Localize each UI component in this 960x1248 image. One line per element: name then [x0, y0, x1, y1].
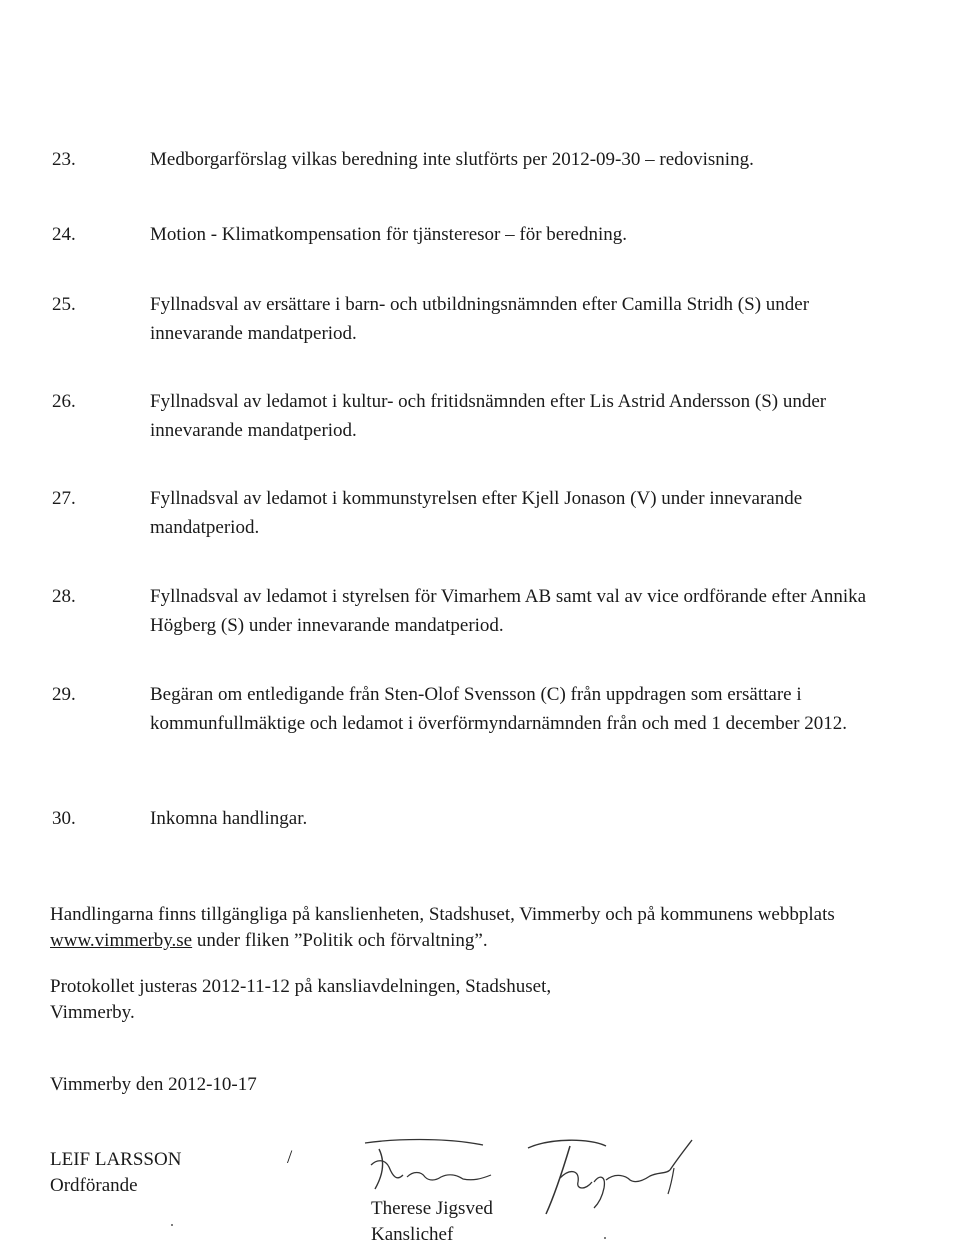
signatory-title: Ordförande — [50, 1175, 138, 1196]
website-link[interactable]: www.vimmerby.se — [50, 930, 193, 951]
scan-speck — [171, 1224, 173, 1226]
agenda-text: Fyllnadsval av ledamot i styrelsen för Vimarhem AB samt val av vice ordförande efter Annika Högberg (S) under innevarande mandatperiod. — [150, 586, 867, 636]
agenda-number: 24. — [52, 224, 76, 245]
scan-speck — [604, 1237, 606, 1239]
signatory-name: LEIF LARSSON — [50, 1149, 182, 1170]
agenda-text: Medborgarförslag vilkas beredning inte slutförts per 2012-09-30 – redovisning. — [150, 149, 754, 170]
agenda-number: 25. — [52, 294, 76, 315]
documents-note-text: Handlingarna finns tillgängliga på kanslienheten, Stadshuset, Vimmerby och på kommunens webbplats — [50, 904, 835, 925]
agenda-text: Inkomna handlingar. — [150, 808, 308, 829]
handwritten-signature-2 — [520, 1132, 700, 1222]
agenda-text: Begäran om entledigande från Sten-Olof Svensson (C) från uppdragen som ersättare i kommunfullmäktige och ledamot i överförmyndarnämnden från och med 1 december 2012. — [150, 684, 847, 734]
signatory-name: Therese Jigsved — [371, 1198, 493, 1219]
signatory-secretary — [371, 1196, 493, 1248]
agenda-text: Fyllnadsval av ledamot i kultur- och fritidsnämnden efter Lis Astrid Andersson (S) under innevarande mandatperiod. — [150, 391, 827, 441]
agenda-number: 27. — [52, 488, 76, 509]
agenda-number: 26. — [52, 391, 76, 412]
handwritten-signature-1 — [363, 1137, 513, 1197]
signature-separator: / — [287, 1147, 293, 1168]
signatory-chair — [50, 1147, 181, 1199]
documents-note — [50, 902, 910, 954]
agenda-text: Fyllnadsval av ledamot i kommunstyrelsen efter Kjell Jonason (V) under innevarande mandatperiod. — [150, 488, 803, 538]
agenda-number: 28. — [52, 586, 76, 607]
agenda-text: Motion - Klimatkompensation för tjänsteresor – för beredning. — [150, 224, 628, 245]
signatory-title: Kanslichef — [371, 1224, 454, 1245]
place-date: Vimmerby den 2012-10-17 — [50, 1074, 257, 1095]
agenda-number: 30. — [52, 808, 76, 829]
agenda-number: 29. — [52, 684, 76, 705]
agenda-number: 23. — [52, 149, 76, 170]
documents-note-text-end: under fliken ”Politik och förvaltning”. — [192, 930, 488, 951]
protocol-note: Protokollet justeras 2012-11-12 på kansliavdelningen, Stadshuset, Vimmerby. — [50, 976, 552, 1023]
agenda-text: Fyllnadsval av ersättare i barn- och utbildningsnämnden efter Camilla Stridh (S) under innevarande mandatperiod. — [150, 294, 810, 344]
